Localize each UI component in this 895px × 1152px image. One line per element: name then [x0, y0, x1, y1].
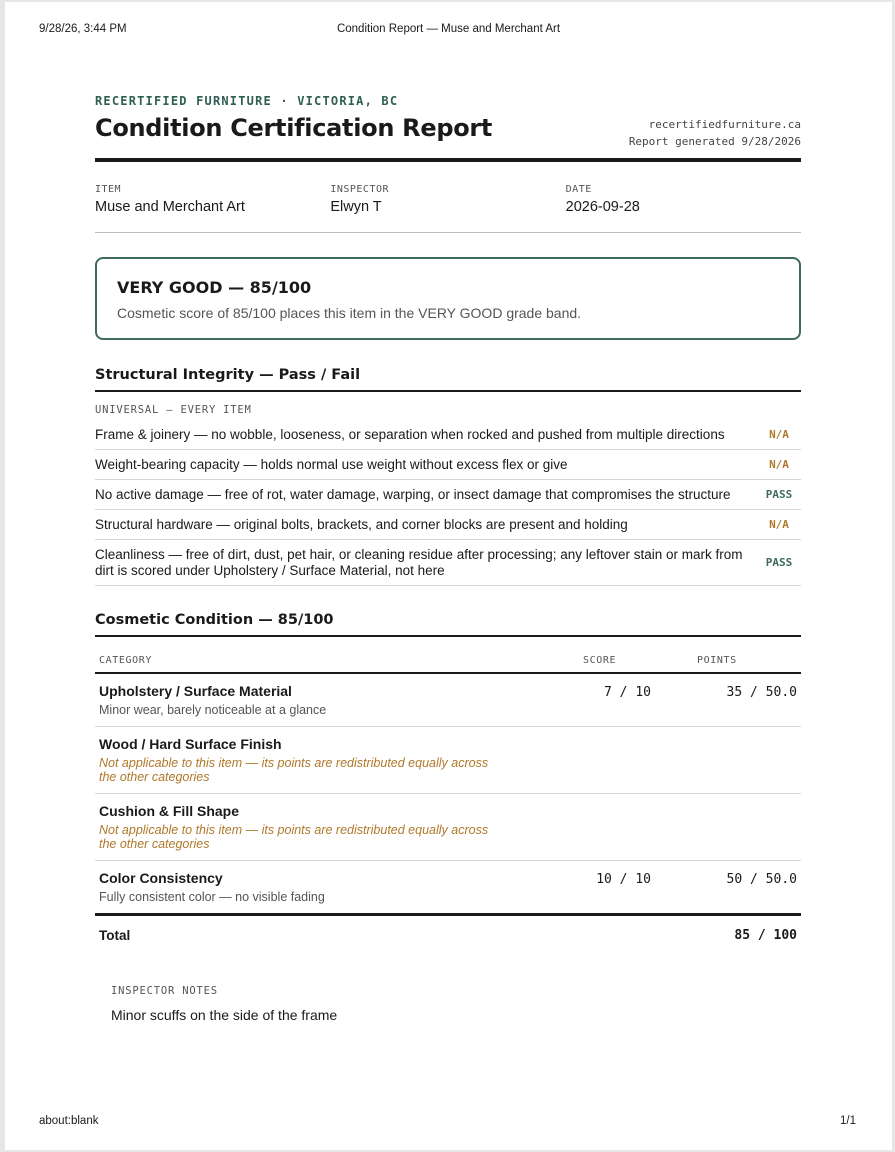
table-row — [95, 674, 801, 727]
structural-sublabel: UNIVERSAL — EVERY ITEM — [95, 404, 252, 416]
score-cell: 7 / 10 — [604, 685, 651, 700]
grade-summary: Cosmetic score of 85/100 places this item in the VERY GOOD grade band. — [117, 305, 582, 321]
meta-divider — [95, 232, 801, 233]
item-value: Muse and Merchant Art — [95, 199, 245, 215]
print-page — [5, 2, 892, 1150]
category-name: Upholstery / Surface Material — [99, 683, 292, 699]
structural-criterion: Cleanliness — free of dirt, dust, pet hair, or cleaning residue after processing; any leftover stain or mark from dirt is scored under Upholstery / Surface Material, not here — [95, 547, 743, 578]
meta-item — [95, 184, 330, 215]
status-badge: PASS — [765, 488, 793, 501]
category-desc: Not applicable to this item — its points are redistributed equally across the other categories — [99, 823, 489, 851]
status-badge: N/A — [769, 458, 789, 471]
col-category: CATEGORY — [99, 655, 152, 666]
meta-row — [95, 184, 801, 215]
meta-inspector — [330, 184, 565, 215]
generated-date: Report generated 9/28/2026 — [628, 135, 801, 148]
date-value: 2026-09-28 — [565, 199, 640, 215]
site-url: recertifiedfurniture.ca — [648, 118, 801, 131]
category-cell — [99, 803, 501, 851]
score-cell — [501, 803, 651, 851]
structural-criterion: Frame & joinery — no wobble, looseness, or separation when rocked and pushed from multiple directions — [95, 427, 725, 442]
page-number: 1/1 — [840, 1115, 856, 1127]
table-row — [95, 794, 801, 861]
score-cell: 10 / 10 — [596, 872, 651, 887]
structural-criterion: Structural hardware — original bolts, brackets, and corner blocks are present and holding — [95, 517, 628, 532]
category-name: Wood / Hard Surface Finish — [99, 736, 282, 752]
category-desc: Minor wear, barely noticeable at a glance — [99, 703, 327, 717]
col-score: SCORE — [583, 655, 617, 666]
structural-criterion: Weight-bearing capacity — holds normal use weight without excess flex or give — [95, 457, 568, 472]
header-rule — [95, 158, 801, 162]
structural-criterion: No active damage — free of rot, water damage, warping, or insect damage that compromises the structure — [95, 487, 731, 502]
points-cell: 35 / 50.0 — [726, 685, 797, 700]
cosmetic-title: Cosmetic Condition — 85/100 — [95, 612, 801, 637]
cosmetic-table-header — [95, 637, 801, 674]
header-right — [629, 116, 801, 150]
status-badge: PASS — [765, 556, 793, 569]
points-cell: 50 / 50.0 — [726, 872, 797, 887]
score-cell — [501, 736, 651, 784]
meta-date — [566, 184, 801, 215]
category-cell — [99, 870, 501, 904]
category-desc: Not applicable to this item — its points are redistributed equally across the other categories — [99, 756, 489, 784]
category-cell — [99, 736, 501, 784]
category-name: Cushion & Fill Shape — [99, 803, 240, 819]
status-badge: N/A — [769, 518, 789, 531]
points-cell — [651, 803, 797, 851]
structural-row — [95, 510, 801, 540]
structural-row — [95, 450, 801, 480]
inspector-label: INSPECTOR — [330, 184, 390, 195]
inspector-notes — [95, 985, 801, 1023]
inspector-value: Elwyn T — [330, 199, 382, 215]
col-points: POINTS — [697, 655, 737, 666]
date-label: DATE — [565, 184, 592, 195]
structural-row — [95, 420, 801, 450]
points-cell — [651, 736, 797, 784]
table-row — [95, 727, 801, 794]
table-row — [95, 861, 801, 916]
report-title: Condition Certification Report — [95, 114, 493, 142]
category-name: Color Consistency — [99, 870, 223, 886]
company-eyebrow: RECERTIFIED FURNITURE · VICTORIA, BC — [95, 94, 399, 108]
status-badge: N/A — [769, 428, 789, 441]
grade-box — [95, 257, 801, 340]
report — [95, 92, 801, 1023]
grade-title: VERY GOOD — 85/100 — [117, 278, 312, 297]
total-row — [95, 916, 801, 955]
print-datetime: 9/28/26, 3:44 PM — [39, 23, 127, 35]
item-label: ITEM — [95, 184, 122, 195]
category-cell — [99, 683, 501, 717]
notes-text: Minor scuffs on the side of the frame — [111, 1007, 338, 1023]
structural-title: Structural Integrity — Pass / Fail — [95, 367, 801, 392]
structural-row — [95, 480, 801, 510]
total-value: 85 / 100 — [734, 928, 797, 943]
structural-row — [95, 540, 801, 586]
notes-label: INSPECTOR NOTES — [111, 985, 218, 997]
print-doc-title: Condition Report — Muse and Merchant Art — [336, 23, 561, 35]
structural-list — [95, 420, 801, 586]
report-header — [95, 94, 801, 148]
total-label: Total — [99, 928, 131, 943]
category-desc: Fully consistent color — no visible fading — [99, 890, 325, 904]
print-url: about:blank — [39, 1115, 99, 1127]
